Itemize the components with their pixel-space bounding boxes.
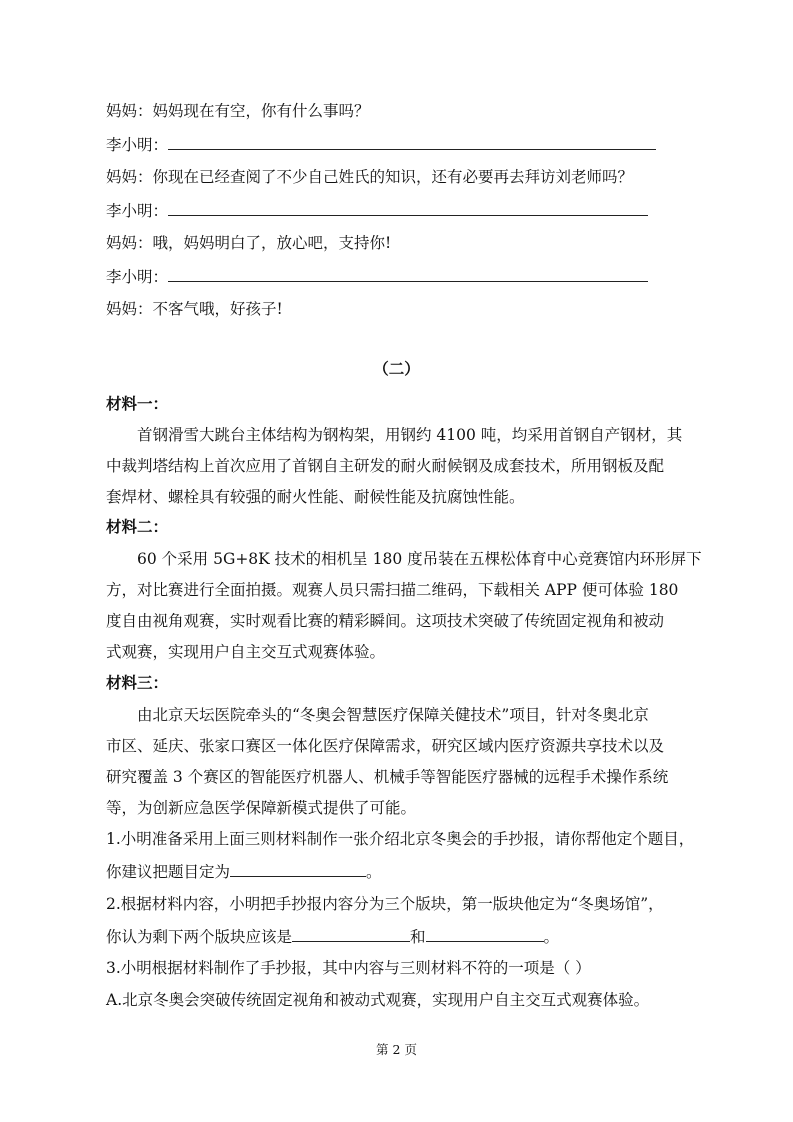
answer-blank[interactable]: [168, 199, 648, 216]
dialogue-line-3: [106, 166, 633, 188]
utterance: 你现在已经查阅了不少自己姓氏的知识，还有必要再去拜访刘老师吗？: [152, 168, 634, 186]
dialogue-line-6: [106, 265, 648, 288]
question-1: 1.小明准备采用上面三则材料制作一张介绍北京冬奥会的手抄报，请你帮他定个题目，: [106, 830, 695, 848]
question-3: 3.小明根据材料制作了手抄报，其中内容与三则材料不符的一项是（ ）: [106, 959, 591, 977]
speaker: 妈妈：: [106, 168, 153, 186]
title-answer-blank[interactable]: [230, 860, 366, 877]
material-2-text: [106, 544, 702, 668]
text-line: 60 个采用 5G+8K 技术的相机呈 180 度吊装在五棵松体育中心竞赛馆内环形屏下: [137, 550, 702, 568]
text-line: 市区、延庆、张家口赛区一体化医疗保障需求，研究区域内医疗资源共享技术以及: [106, 737, 665, 755]
punctuation: 。: [366, 863, 382, 881]
question-text: 你认为剩下两个版块应该是: [106, 928, 293, 946]
speaker: 妈妈：: [106, 300, 153, 318]
material-1-text: [106, 420, 691, 513]
question-2-answer-line: [106, 925, 559, 948]
answer-blank[interactable]: [168, 133, 656, 150]
text-line: 由北京天坛医院牵头的“冬奥会智慧医疗保障关健技术”项目，针对冬奥北京: [137, 706, 649, 724]
dialogue-line-5: [106, 232, 391, 254]
text-line: 首钢滑雪大跳台主体结构为钢构架，用钢约 4100 吨，均采用首钢自产钢材，其: [137, 426, 683, 444]
text-line: 方，对比赛进行全面拍摄。观赛人员只需扫描二维码，下载相关 APP 便可体验 180: [106, 581, 679, 599]
text-line: 套焊材、螺栓具有较强的耐火性能、耐候性能及抗腐蚀性能。: [106, 488, 525, 506]
dialogue-line-4: [106, 199, 648, 222]
question-2: 2.根据材料内容，小明把手抄报内容分为三个版块，第一版块他定为“冬奥场馆”，: [106, 895, 664, 913]
utterance: 妈妈现在有空，你有什么事吗？: [152, 102, 370, 120]
material-3-label: 材料三：: [106, 673, 169, 692]
question-text: 你建议把题目定为: [106, 863, 231, 881]
punctuation: 。: [543, 928, 560, 946]
section-title: （二）: [373, 359, 420, 378]
material-2-label: 材料二：: [106, 517, 169, 536]
utterance: 哦，妈妈明白了，放心吧，支持你!: [152, 234, 392, 252]
speaker: 李小明：: [106, 268, 169, 286]
material-3-text: [106, 700, 691, 824]
question-1-answer-line: [106, 860, 382, 883]
dialogue-line-2: [106, 133, 656, 156]
speaker: 李小明：: [106, 202, 169, 220]
question-3-option-a: A.北京冬奥会突破传统固定视角和被动式观赛，实现用户自主交互式观赛体验。: [106, 991, 650, 1009]
dialogue-line-7: [106, 298, 283, 320]
answer-blank[interactable]: [168, 265, 648, 282]
section-answer-blank-1[interactable]: [292, 925, 410, 942]
page-number: 第 2 页: [376, 1042, 417, 1057]
speaker: 李小明：: [106, 136, 169, 154]
dialogue-line-1: [106, 100, 370, 122]
speaker: 妈妈：: [106, 234, 153, 252]
conjunction: 和: [410, 928, 426, 946]
material-1-label: 材料一：: [106, 394, 169, 413]
text-line: 中裁判塔结构上首次应用了首钢自主研发的耐火耐候钢及成套技术，所用钢板及配: [106, 457, 665, 475]
section-answer-blank-2[interactable]: [426, 925, 544, 942]
text-line: 等，为创新应急医学保障新模式提供了可能。: [106, 799, 417, 817]
utterance: 不客气哦，好孩子!: [152, 300, 283, 318]
text-line: 研究覆盖 3 个赛区的智能医疗机器人、机械手等智能医疗器械的远程手术操作系统: [106, 768, 669, 786]
text-line: 式观赛，实现用户自主交互式观赛体验。: [106, 643, 386, 661]
speaker: 妈妈：: [106, 102, 153, 120]
text-line: 度自由视角观赛，实时观看比赛的精彩瞬间。这项技术突破了传统固定视角和被动: [106, 612, 665, 630]
